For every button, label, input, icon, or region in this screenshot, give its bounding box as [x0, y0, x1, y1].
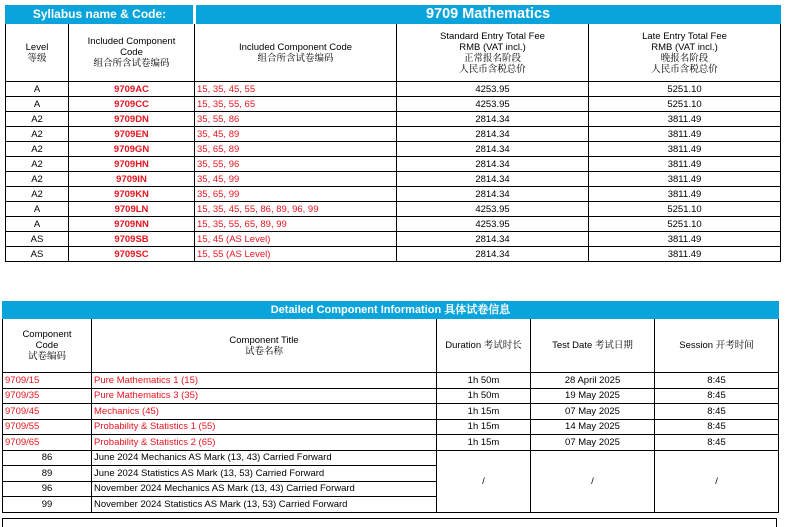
carried-title-cell: November 2024 Statistics AS Mark (13, 53) Carried Forward [92, 497, 437, 513]
component-code-cell: 9709/15 [3, 373, 92, 389]
components-cell: 15, 35, 45, 55, 86, 89, 96, 99 [195, 202, 397, 217]
standard-fee-cell: 2814.34 [397, 112, 589, 127]
carried-code-cell: 89 [3, 466, 92, 482]
option-code-cell: 9709EN [69, 127, 195, 142]
components-cell: 35, 45, 89 [195, 127, 397, 142]
session-cell: 8:45 [655, 388, 779, 404]
component-code-cell: 9709/45 [3, 404, 92, 420]
components-cell: 35, 55, 96 [195, 157, 397, 172]
option-code-cell: 9709IN [69, 172, 195, 187]
components-cell: 35, 55, 86 [195, 112, 397, 127]
session-cell: 8:45 [655, 404, 779, 420]
option-code-cell: 9709SC [69, 247, 195, 262]
component-code-cell: 9709/65 [3, 435, 92, 451]
standard-fee-cell: 2814.34 [397, 127, 589, 142]
option-code-cell: 9709CC [69, 97, 195, 112]
table-row [3, 373, 779, 389]
option-code-cell: 9709NN [69, 217, 195, 232]
table-row [3, 404, 779, 420]
late-fee-cell: 3811.49 [589, 247, 781, 262]
duration-cell: 1h 50m [437, 373, 531, 389]
standard-fee-cell: 2814.34 [397, 157, 589, 172]
option-code-cell: 9709GN [69, 142, 195, 157]
standard-fee-cell: 4253.95 [397, 97, 589, 112]
table-row [6, 202, 781, 217]
component-title-cell: Pure Mathematics 1 (15) [92, 373, 437, 389]
components-cell: 15, 45 (AS Level) [195, 232, 397, 247]
table-row [6, 112, 781, 127]
standard-fee-cell: 2814.34 [397, 187, 589, 202]
header-test-date: Test Date 考试日期 [531, 319, 655, 373]
table-row [6, 247, 781, 262]
option-code-cell: 9709LN [69, 202, 195, 217]
level-cell: A2 [6, 142, 69, 157]
level-cell: A [6, 82, 69, 97]
level-cell: A2 [6, 127, 69, 142]
standard-fee-cell: 2814.34 [397, 247, 589, 262]
option-code-cell: 9709DN [69, 112, 195, 127]
level-cell: AS [6, 247, 69, 262]
components-cell: 15, 35, 55, 65 [195, 97, 397, 112]
component-title-cell: Probability & Statistics 1 (55) [92, 419, 437, 435]
late-fee-cell: 5251.10 [589, 217, 781, 232]
header-component-title: Component Title 试卷名称 [92, 319, 437, 373]
table-row [6, 232, 781, 247]
option-code-cell: 9709SB [69, 232, 195, 247]
test-date-cell: 07 May 2025 [531, 435, 655, 451]
header-duration: Duration 考试时长 [437, 319, 531, 373]
table-row [6, 217, 781, 232]
components-cell: 15, 35, 55, 65, 89, 99 [195, 217, 397, 232]
component-info-table [2, 301, 779, 513]
component-code-cell: 9709/55 [3, 419, 92, 435]
table-row [3, 450, 779, 466]
test-date-cell: 07 May 2025 [531, 404, 655, 420]
duration-cell: 1h 15m [437, 419, 531, 435]
table-row [6, 82, 781, 97]
standard-fee-cell: 4253.95 [397, 202, 589, 217]
level-cell: A2 [6, 187, 69, 202]
late-fee-cell: 5251.10 [589, 202, 781, 217]
level-cell: A2 [6, 112, 69, 127]
standard-fee-cell: 2814.34 [397, 142, 589, 157]
late-fee-cell: 3811.49 [589, 127, 781, 142]
component-info-title: Detailed Component Information 具体试卷信息 [3, 302, 779, 319]
syllabus-name-label: Syllabus name & Code: [6, 6, 195, 24]
test-date-cell: 28 April 2025 [531, 373, 655, 389]
header-included-component-code: Included Component Code 组合所含试卷编码 [69, 24, 195, 82]
table-row [3, 435, 779, 451]
late-fee-cell: 3811.49 [589, 232, 781, 247]
test-date-cell: 19 May 2025 [531, 388, 655, 404]
carried-duration-na: / [437, 450, 531, 512]
option-code-cell: 9709KN [69, 187, 195, 202]
option-code-cell: 9709AC [69, 82, 195, 97]
level-cell: A2 [6, 157, 69, 172]
standard-fee-cell: 2814.34 [397, 172, 589, 187]
duration-cell: 1h 15m [437, 435, 531, 451]
late-fee-cell: 5251.10 [589, 82, 781, 97]
late-fee-cell: 3811.49 [589, 187, 781, 202]
component-title-cell: Probability & Statistics 2 (65) [92, 435, 437, 451]
components-cell: 35, 65, 99 [195, 187, 397, 202]
table-bottom-edge [2, 518, 777, 527]
table-row [3, 419, 779, 435]
components-cell: 35, 45, 99 [195, 172, 397, 187]
level-cell: A [6, 217, 69, 232]
header-standard-fee: Standard Entry Total Fee RMB (VAT incl.) 正常报名阶段 人民币含税总价 [397, 24, 589, 82]
component-code-cell: 9709/35 [3, 388, 92, 404]
table-row [3, 388, 779, 404]
carried-title-cell: June 2024 Mechanics AS Mark (13, 43) Carried Forward [92, 450, 437, 466]
carried-code-cell: 99 [3, 497, 92, 513]
late-fee-cell: 5251.10 [589, 97, 781, 112]
table-row [6, 172, 781, 187]
component-title-cell: Mechanics (45) [92, 404, 437, 420]
syllabus-fee-table [5, 5, 781, 262]
carried-session-na: / [655, 450, 779, 512]
level-cell: AS [6, 232, 69, 247]
late-fee-cell: 3811.49 [589, 142, 781, 157]
test-date-cell: 14 May 2025 [531, 419, 655, 435]
table-row [6, 97, 781, 112]
session-cell: 8:45 [655, 419, 779, 435]
late-fee-cell: 3811.49 [589, 112, 781, 127]
components-cell: 15, 55 (AS Level) [195, 247, 397, 262]
syllabus-code-title: 9709 Mathematics [195, 6, 781, 24]
duration-cell: 1h 50m [437, 388, 531, 404]
standard-fee-cell: 4253.95 [397, 217, 589, 232]
standard-fee-cell: 4253.95 [397, 82, 589, 97]
level-cell: A [6, 202, 69, 217]
duration-cell: 1h 15m [437, 404, 531, 420]
header-level: Level 等级 [6, 24, 69, 82]
table-row [6, 187, 781, 202]
table-row [6, 157, 781, 172]
carried-test-date-na: / [531, 450, 655, 512]
component-title-cell: Pure Mathematics 3 (35) [92, 388, 437, 404]
late-fee-cell: 3811.49 [589, 157, 781, 172]
carried-code-cell: 96 [3, 481, 92, 497]
header-late-fee: Late Entry Total Fee RMB (VAT incl.) 晚报名阶段 人民币含税总价 [589, 24, 781, 82]
header-component-code: Component Code 试卷编码 [3, 319, 92, 373]
header-included-component-list: Included Component Code 组合所含试卷编码 [195, 24, 397, 82]
option-code-cell: 9709HN [69, 157, 195, 172]
session-cell: 8:45 [655, 435, 779, 451]
table-row [6, 142, 781, 157]
carried-code-cell: 86 [3, 450, 92, 466]
session-cell: 8:45 [655, 373, 779, 389]
standard-fee-cell: 2814.34 [397, 232, 589, 247]
level-cell: A [6, 97, 69, 112]
carried-title-cell: November 2024 Mechanics AS Mark (13, 43) Carried Forward [92, 481, 437, 497]
table-row [6, 127, 781, 142]
level-cell: A2 [6, 172, 69, 187]
components-cell: 35, 65, 89 [195, 142, 397, 157]
components-cell: 15, 35, 45, 55 [195, 82, 397, 97]
late-fee-cell: 3811.49 [589, 172, 781, 187]
carried-title-cell: June 2024 Statistics AS Mark (13, 53) Carried Forward [92, 466, 437, 482]
header-session: Session 开考时间 [655, 319, 779, 373]
